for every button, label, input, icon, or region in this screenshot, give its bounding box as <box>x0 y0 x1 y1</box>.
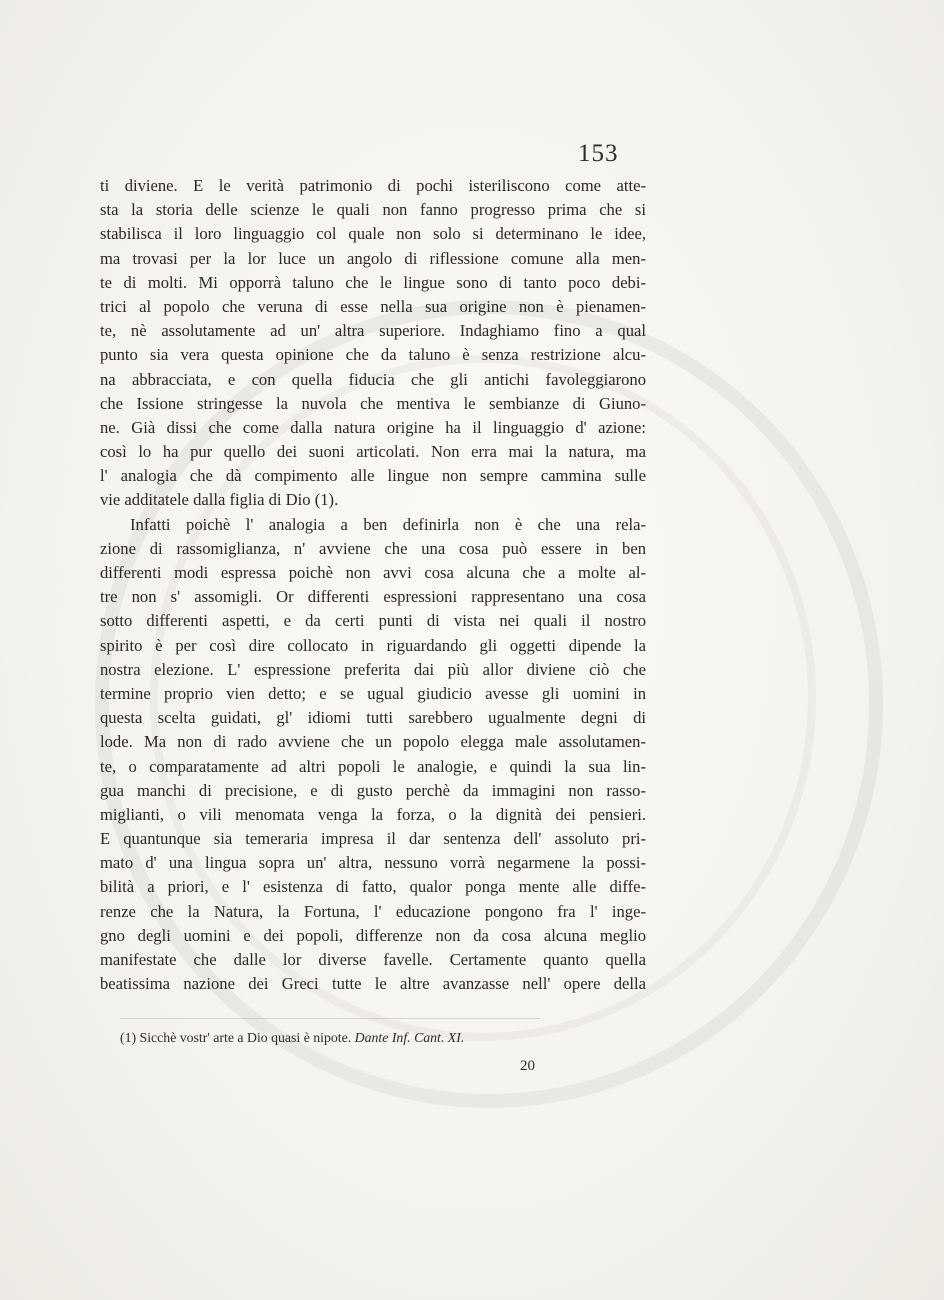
text-line: miglianti, o vili menomata venga la forza, o la dignità dei pensieri. <box>100 804 646 824</box>
text-line: differenti modi espressa poichè non avvi cosa alcuna che a molte al- <box>100 563 646 582</box>
paragraph-end-line: vie additatele dalla figlia di Dio (1). <box>100 490 339 510</box>
text-line: zione di rassomiglianza, n' avviene che una cosa può essere in ben <box>100 538 646 558</box>
page-number: 153 <box>578 140 619 167</box>
paragraph-first-line: Infatti poichè l' analogia a ben definirla non è che una rela- <box>130 514 646 534</box>
text-line: l' analogia che dà compimento alle lingue non sempre cammina sulle <box>100 466 646 486</box>
text-line: ti diviene. E le verità patrimonio di pochi isteriliscono come atte- <box>100 176 646 195</box>
text-line: manifestate che dalle lor diverse favelle. Certamente quanto quella <box>100 950 646 969</box>
text-line: lode. Ma non di rado avviene che un popolo elegga male assolutamen- <box>100 732 646 752</box>
text-line: termine proprio vien detto; e se ugual giudicio avesse gli uomini in <box>100 683 646 703</box>
text-line: sta la storia delle scienze le quali non fanno progresso prima che si <box>100 200 646 220</box>
text-line: renze che la Natura, la Fortuna, l' educazione pongono fra l' inge- <box>100 901 646 921</box>
text-line: sotto differenti aspetti, e da certi punti di vista nei quali il nostro <box>100 611 646 631</box>
footnote-citation: Dante Inf. Cant. XI. <box>354 1030 465 1045</box>
signature-mark: 20 <box>520 1058 535 1074</box>
text-line: nostra elezione. L' espressione preferita dai più allor diviene ciò che <box>100 659 646 679</box>
footnote-text: (1) Sicchè vostr' arte a Dio quasi è nipote. <box>120 1030 352 1045</box>
text-line: gua manchi di precisione, e di gusto perchè da immagini non rasso- <box>100 780 646 800</box>
footnote-separator <box>120 1018 540 1019</box>
text-line: spirito è per così dire collocato in riguardando gli oggetti dipende la <box>100 635 646 655</box>
text-line: mato d' una lingua sopra un' altra, nessuno vorrà negarmene la possi- <box>100 853 646 873</box>
text-line: te di molti. Mi opporrà taluno che le lingue sono di tanto poco debi- <box>100 272 646 292</box>
text-line: punto sia vera questa opinione che da taluno è senza restrizione alcu- <box>100 345 646 365</box>
text-line: gno degli uomini e dei popoli, differenze non da cosa alcuna meglio <box>100 925 646 945</box>
text-line: ne. Già dissi che come dalla natura origine ha il linguaggio d' azione: <box>100 417 646 437</box>
text-line: stabilisca il loro linguaggio col quale non solo si determinano le idee, <box>100 224 646 244</box>
text-line: bilità a priori, e l' esistenza di fatto, qualor ponga mente alle diffe- <box>100 877 646 897</box>
text-line: questa scelta guidati, gl' idiomi tutti sarebbero ugualmente degni di <box>100 708 646 728</box>
text-line: na abbracciata, e con quella fiducia che gli antichi favoleggiarono <box>100 369 646 389</box>
footnote <box>120 1030 464 1046</box>
text-line: te, o comparatamente ad altri popoli le analogie, e quindi la sua lin- <box>100 756 646 776</box>
body-text <box>100 174 646 996</box>
text-line: così lo ha pur quello dei suoni articolati. Non erra mai la natura, ma <box>100 442 646 462</box>
text-line: tre non s' assomigli. Or differenti espressioni rappresentano una cosa <box>100 587 646 607</box>
text-line: beatissima nazione dei Greci tutte le altre avanzasse nell' opere della <box>100 974 646 994</box>
text-line: ma trovasi per la lor luce un angolo di riflessione comune alla men- <box>100 248 646 268</box>
text-line: te, nè assolutamente ad un' altra superiore. Indaghiamo fino a qual <box>100 321 646 341</box>
text-line: E quantunque sia temeraria impresa il dar sentenza dell' assoluto pri- <box>100 829 646 849</box>
text-line: trici al popolo che veruna di esse nella sua origine non è pienamen- <box>100 296 646 316</box>
text-line: che Issione stringesse la nuvola che mentiva le sembianze di Giuno- <box>100 393 646 413</box>
